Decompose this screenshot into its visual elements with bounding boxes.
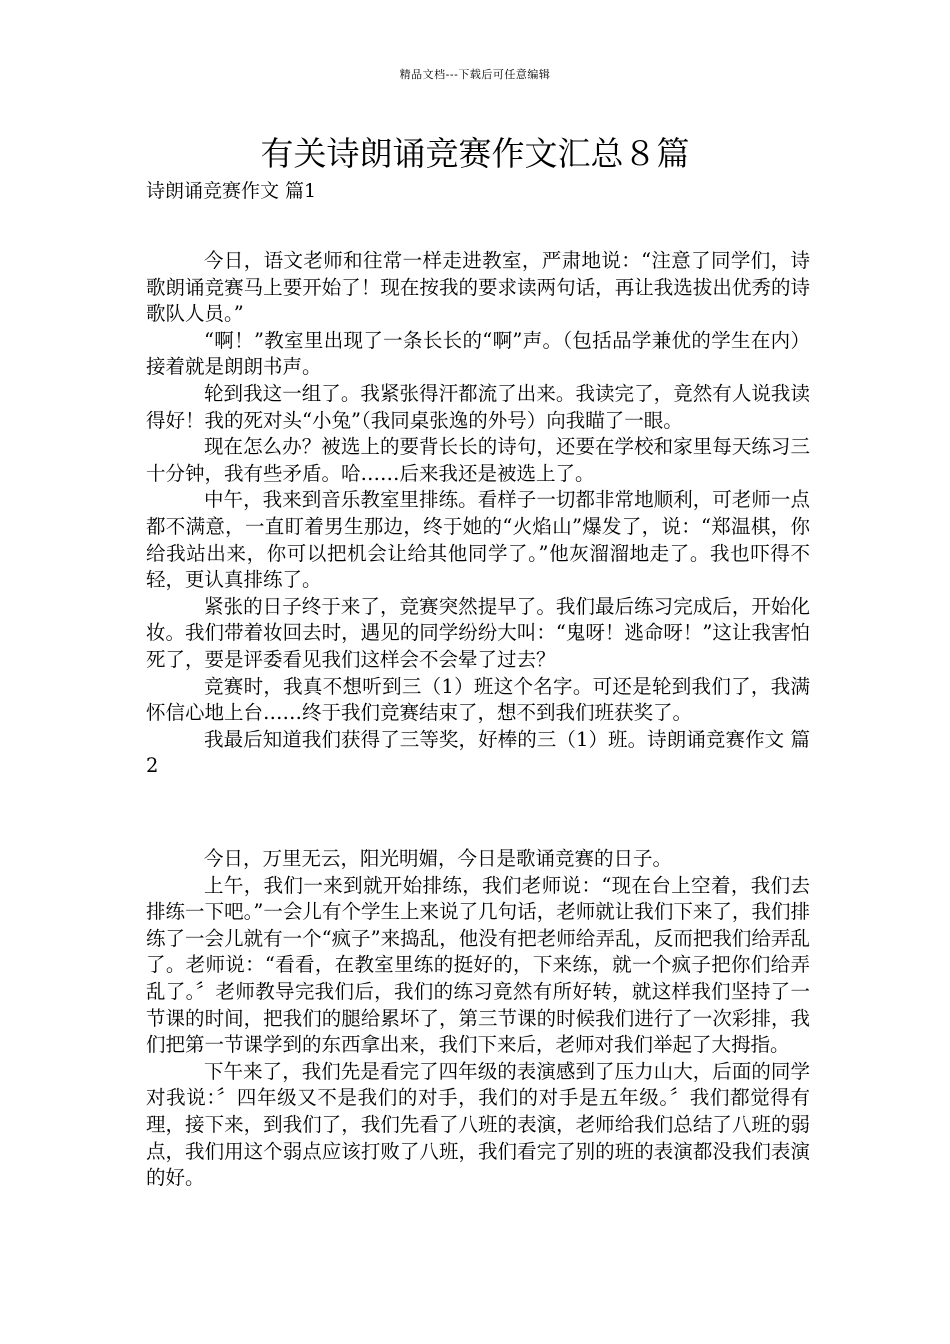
paragraph: 我最后知道我们获得了三等奖，好棒的三（1）班。诗朗诵竞赛作文 篇2	[146, 727, 810, 778]
essay-body-1	[146, 248, 810, 780]
paragraph: “啊！”教室里出现了一条长长的“啊”声。（包括品学兼优的学生在内）接着就是朗朗书声。	[146, 328, 810, 379]
paragraph: 紧张的日子终于来了，竞赛突然提早了。我们最后练习完成后，开始化妆。我们带着妆回去时，遇见的同学纷纷大叫：“鬼呀！逃命呀！”这让我害怕死了，要是评委看见我们这样会不会晕了过去？	[146, 594, 810, 671]
section-heading-1: 诗朗诵竞赛作文 篇1	[146, 180, 317, 202]
paragraph: 现在怎么办？被选上的要背长长的诗句，还要在学校和家里每天练习三十分钟，我有些矛盾。哈……后来我还是被选上了。	[146, 435, 810, 485]
essay-body-2	[146, 846, 810, 1192]
paragraph: 竞赛时，我真不想听到三（1）班这个名字。可还是轮到我们了，我满怀信心地上台……终于我们竞赛结束了，想不到我们班获奖了。	[146, 674, 810, 725]
paragraph: 下午来了，我们先是看完了四年级的表演感到了压力山大，后面的同学对我说：〞四年级又不是我们的对手，我们的对手是五年级。〞我们都觉得有理，接下来，到我们了，我们先看了八班的表演，老师给我们总结了八班的弱点，我们用这个弱点应该打败了八班，我们看完了别的班的表演都没我们表演的好。	[146, 1059, 810, 1190]
paragraph: 今日，万里无云，阳光明媚，今日是歌诵竞赛的日子。	[204, 847, 673, 870]
paragraph: 上午，我们一来到就开始排练，我们老师说：“现在台上空着，我们去排练一下吧。”一会儿有个学生上来说了几句话，老师就让我们下来了，我们排练了一会儿就有一个“疯子”来捣乱，他没有把老师给弄乱，反而把我们给弄乱了。老师说：“看看，在教室里练的挺好的，下来练，就一个疯子把你们给弄乱了。〞老师教导完我们后，我们的练习竟然有所好转，就这样我们坚持了一节课的时间，把我们的腿给累坏了，第三节课的时候我们进行了一次彩排，我们把第一节课学到的东西拿出来，我们下来后，老师对我们举起了大拇指。	[146, 873, 810, 1057]
page-header: 精品文档---下载后可任意编辑	[399, 68, 551, 81]
document-title: 有关诗朗诵竞赛作文汇总８篇	[260, 134, 690, 173]
paragraph: 中午，我来到音乐教室里排练。看样子一切都非常地顺利，可老师一点都不满意，一直盯着男生那边，终于她的“火焰山”爆发了，说：“郑温棋，你给我站出来，你可以把机会让给其他同学了。”他灰溜溜地走了。我也吓得不轻，更认真排练了。	[146, 488, 810, 592]
paragraph: 今日，语文老师和往常一样走进教室，严肃地说：“注意了同学们，诗歌朗诵竞赛马上要开始了！现在按我的要求读两句话，再让我选拔出优秀的诗歌队人员。”	[146, 249, 810, 326]
paragraph: 轮到我这一组了。我紧张得汗都流了出来。我读完了，竟然有人说我读得好！我的死对头“小兔”（我同桌张逸的外号）向我瞄了一眼。	[146, 381, 810, 432]
